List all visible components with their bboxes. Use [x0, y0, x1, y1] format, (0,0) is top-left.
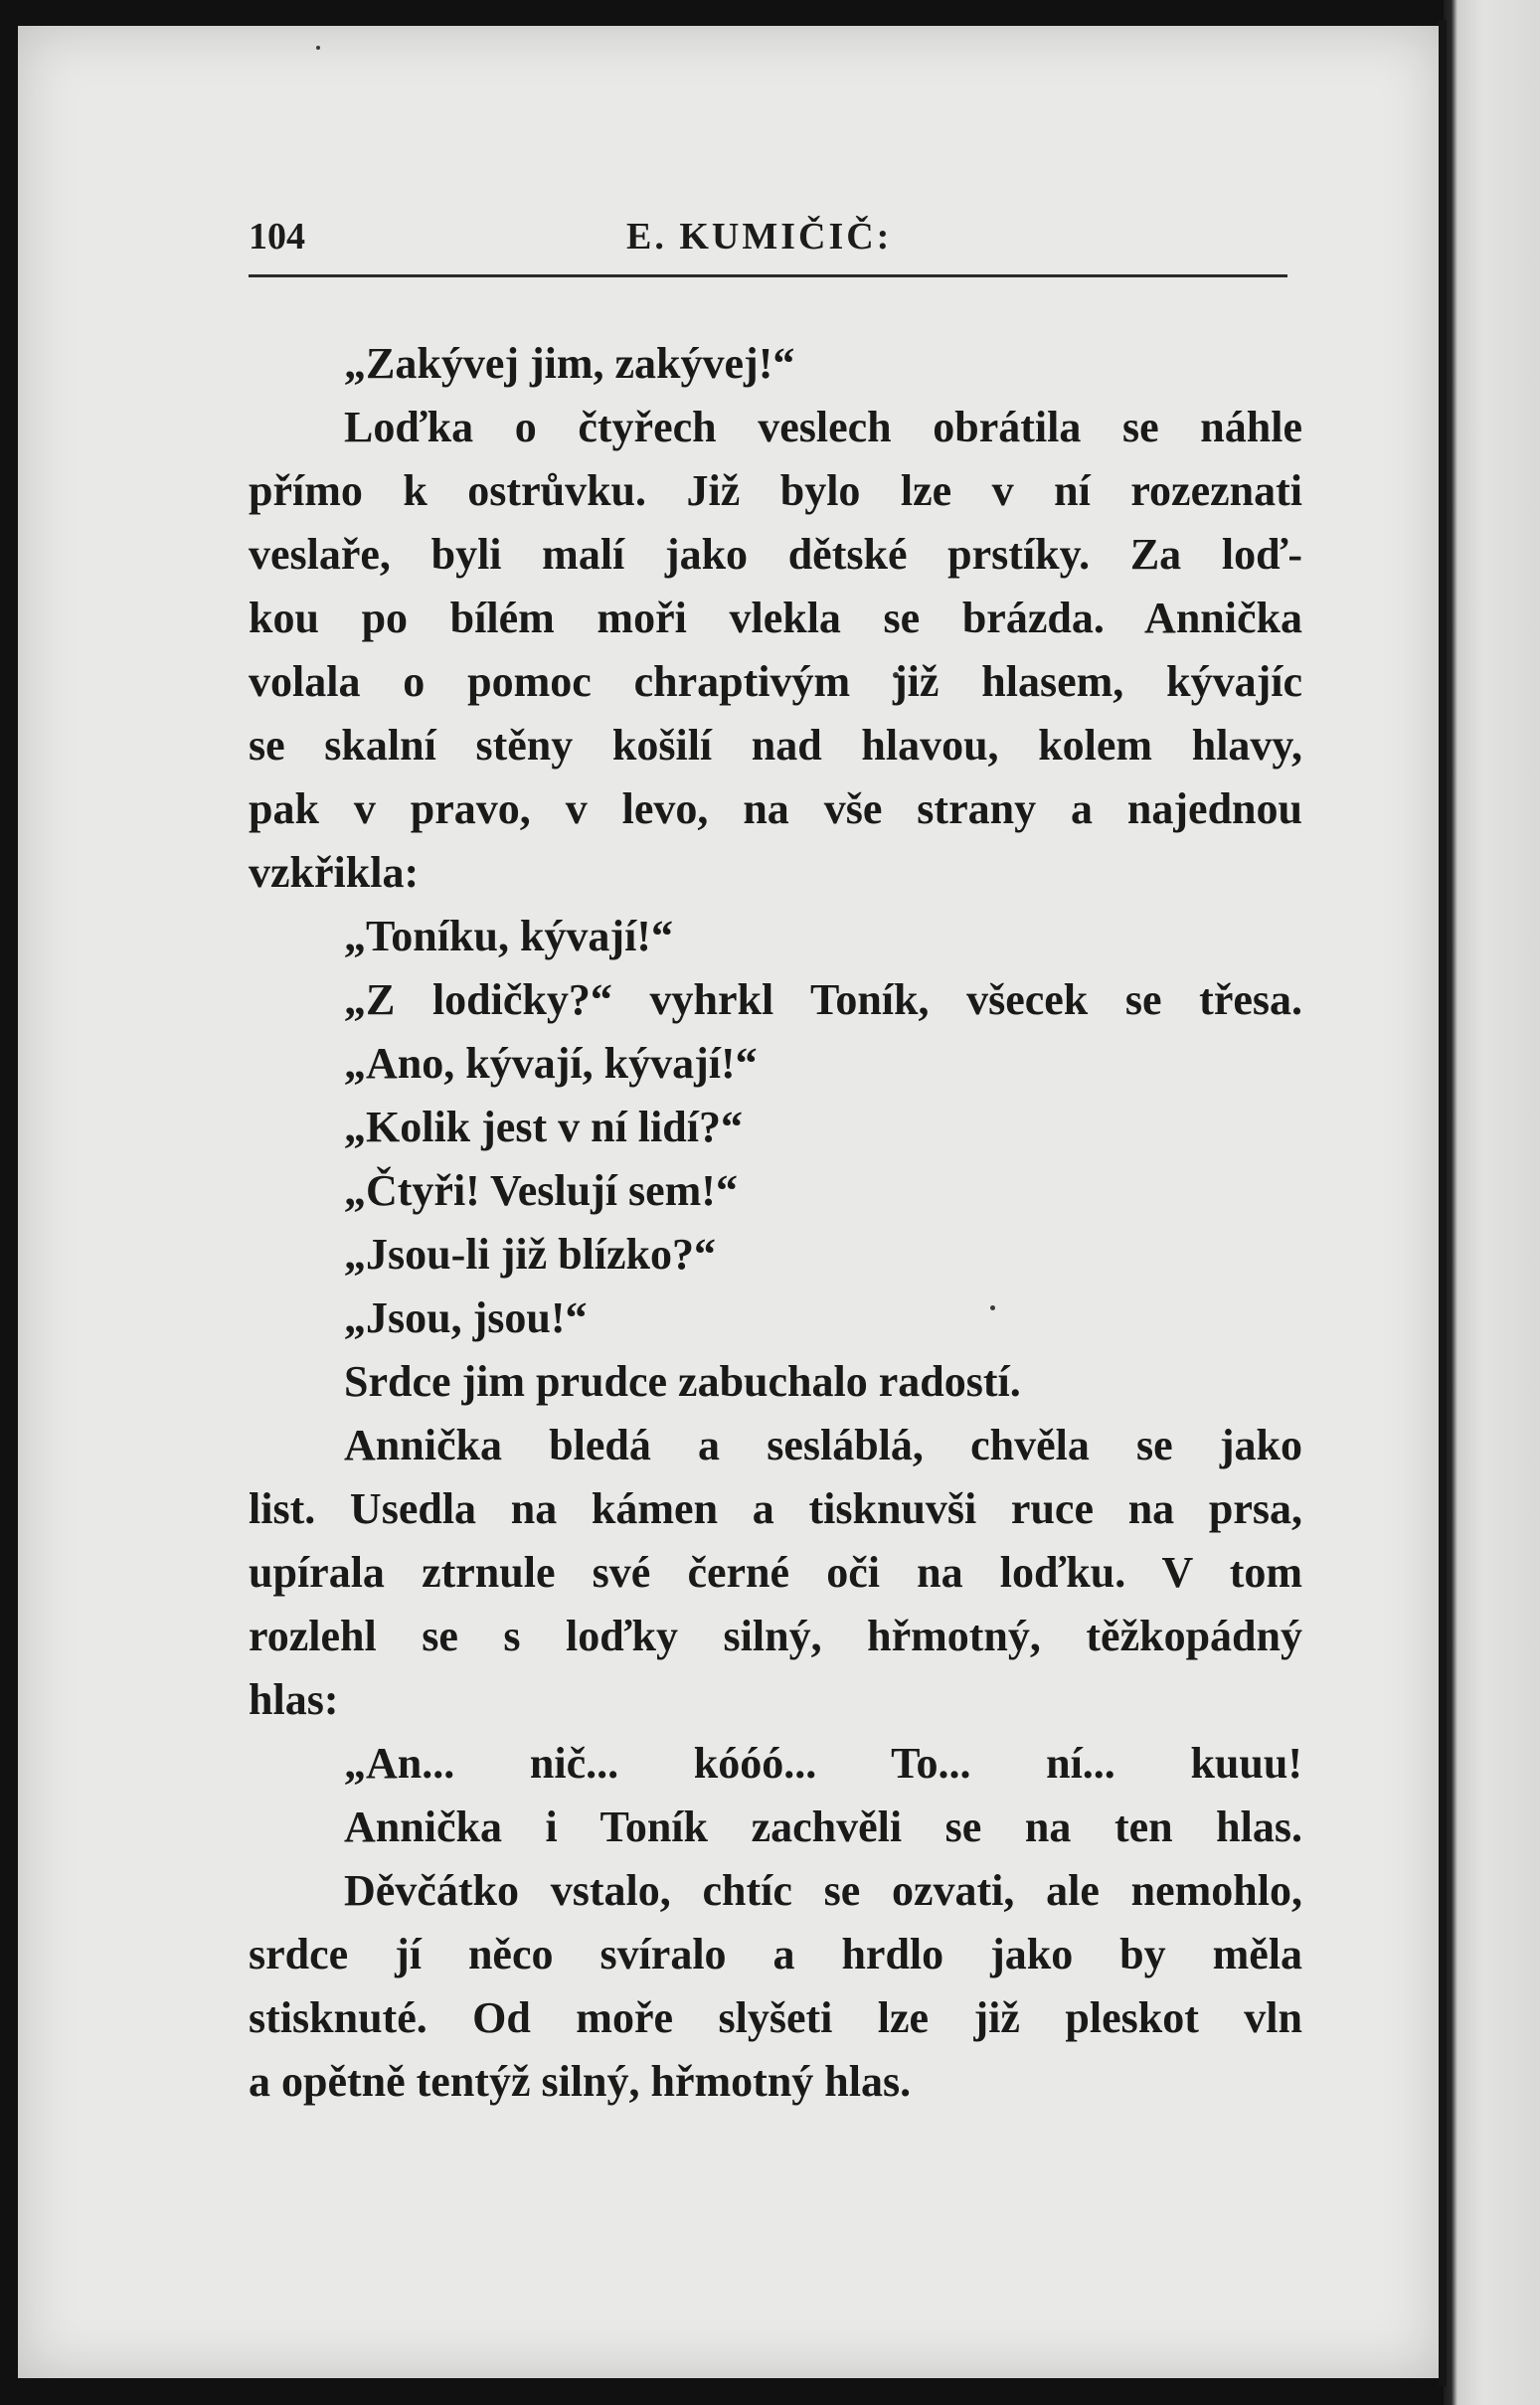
text-line: srdce jí něco svíralo a hrdlo jako by měla — [249, 1930, 1302, 1978]
text-line: Annička bledá a sesláblá, chvěla se jako — [344, 1421, 1302, 1469]
text-line: Děvčátko vstalo, chtíc se ozvati, ale nemohlo, — [344, 1866, 1302, 1915]
text-line: hlas: — [249, 1675, 339, 1724]
print-speck — [316, 46, 320, 50]
text-line: stisknuté. Od moře slyšeti lze již pleskot vln — [249, 1993, 1302, 2042]
text-line: vzkřikla: — [249, 848, 420, 897]
text-line: „Kolik jest v ní lidí?“ — [344, 1103, 743, 1151]
text-line: „Z lodičky?“ vyhrkl Toník, všecek se třesa. — [344, 975, 1302, 1024]
text-line: a opětně tentýž silný, hřmotný hlas. — [249, 2057, 912, 2106]
page-edge — [1439, 20, 1447, 2386]
text-line: Loďka o čtyřech veslech obrátila se náhle — [344, 403, 1302, 451]
text-line: Annička i Toník zachvěli se na ten hlas. — [344, 1803, 1302, 1851]
text-line: Srdce jim prudce zabuchalo radostí. — [344, 1357, 1021, 1406]
text-line: „Toníku, kývají!“ — [344, 912, 673, 960]
page-number: 104 — [249, 216, 305, 258]
adjacent-page-strip — [1444, 0, 1540, 2405]
text-line: „Zakývej jim, zakývej!“ — [344, 339, 795, 388]
text-line: se skalní stěny košilí nad hlavou, kolem hlavy, — [249, 721, 1302, 770]
print-speck — [990, 1305, 995, 1310]
page-header — [249, 205, 1287, 274]
running-head: E. KUMIČIČ: — [626, 216, 893, 258]
text-line: „Čtyři! Veslují sem!“ — [344, 1166, 738, 1215]
text-line: rozlehl se s loďky silný, hřmotný, těžkopádný — [249, 1612, 1302, 1660]
text-line: „Jsou, jsou!“ — [344, 1293, 588, 1342]
text-line: volala o pomoc chraptivým již hlasem, kývajíc — [249, 657, 1302, 706]
text-line: kou po bílém moři vlekla se brázda. Annička — [249, 594, 1302, 642]
text-line: „Jsou-li již blízko?“ — [344, 1230, 717, 1279]
text-line: „Ano, kývají, kývají!“ — [344, 1039, 758, 1088]
text-line: upírala ztrnule své černé oči na loďku. V tom — [249, 1548, 1302, 1597]
text-line: pak v pravo, v levo, na vše strany a najednou — [249, 784, 1302, 833]
text-line: list. Usedla na kámen a tisknuvši ruce na prsa, — [249, 1484, 1302, 1533]
text-line: „An... nič... kóóó... To... ní... kuuu! — [344, 1739, 1302, 1788]
header-rule — [249, 274, 1287, 277]
text-line: přímo k ostrůvku. Již bylo lze v ní rozeznati — [249, 466, 1302, 515]
text-line: veslaře, byli malí jako dětské prstíky. Za loď- — [249, 530, 1302, 579]
